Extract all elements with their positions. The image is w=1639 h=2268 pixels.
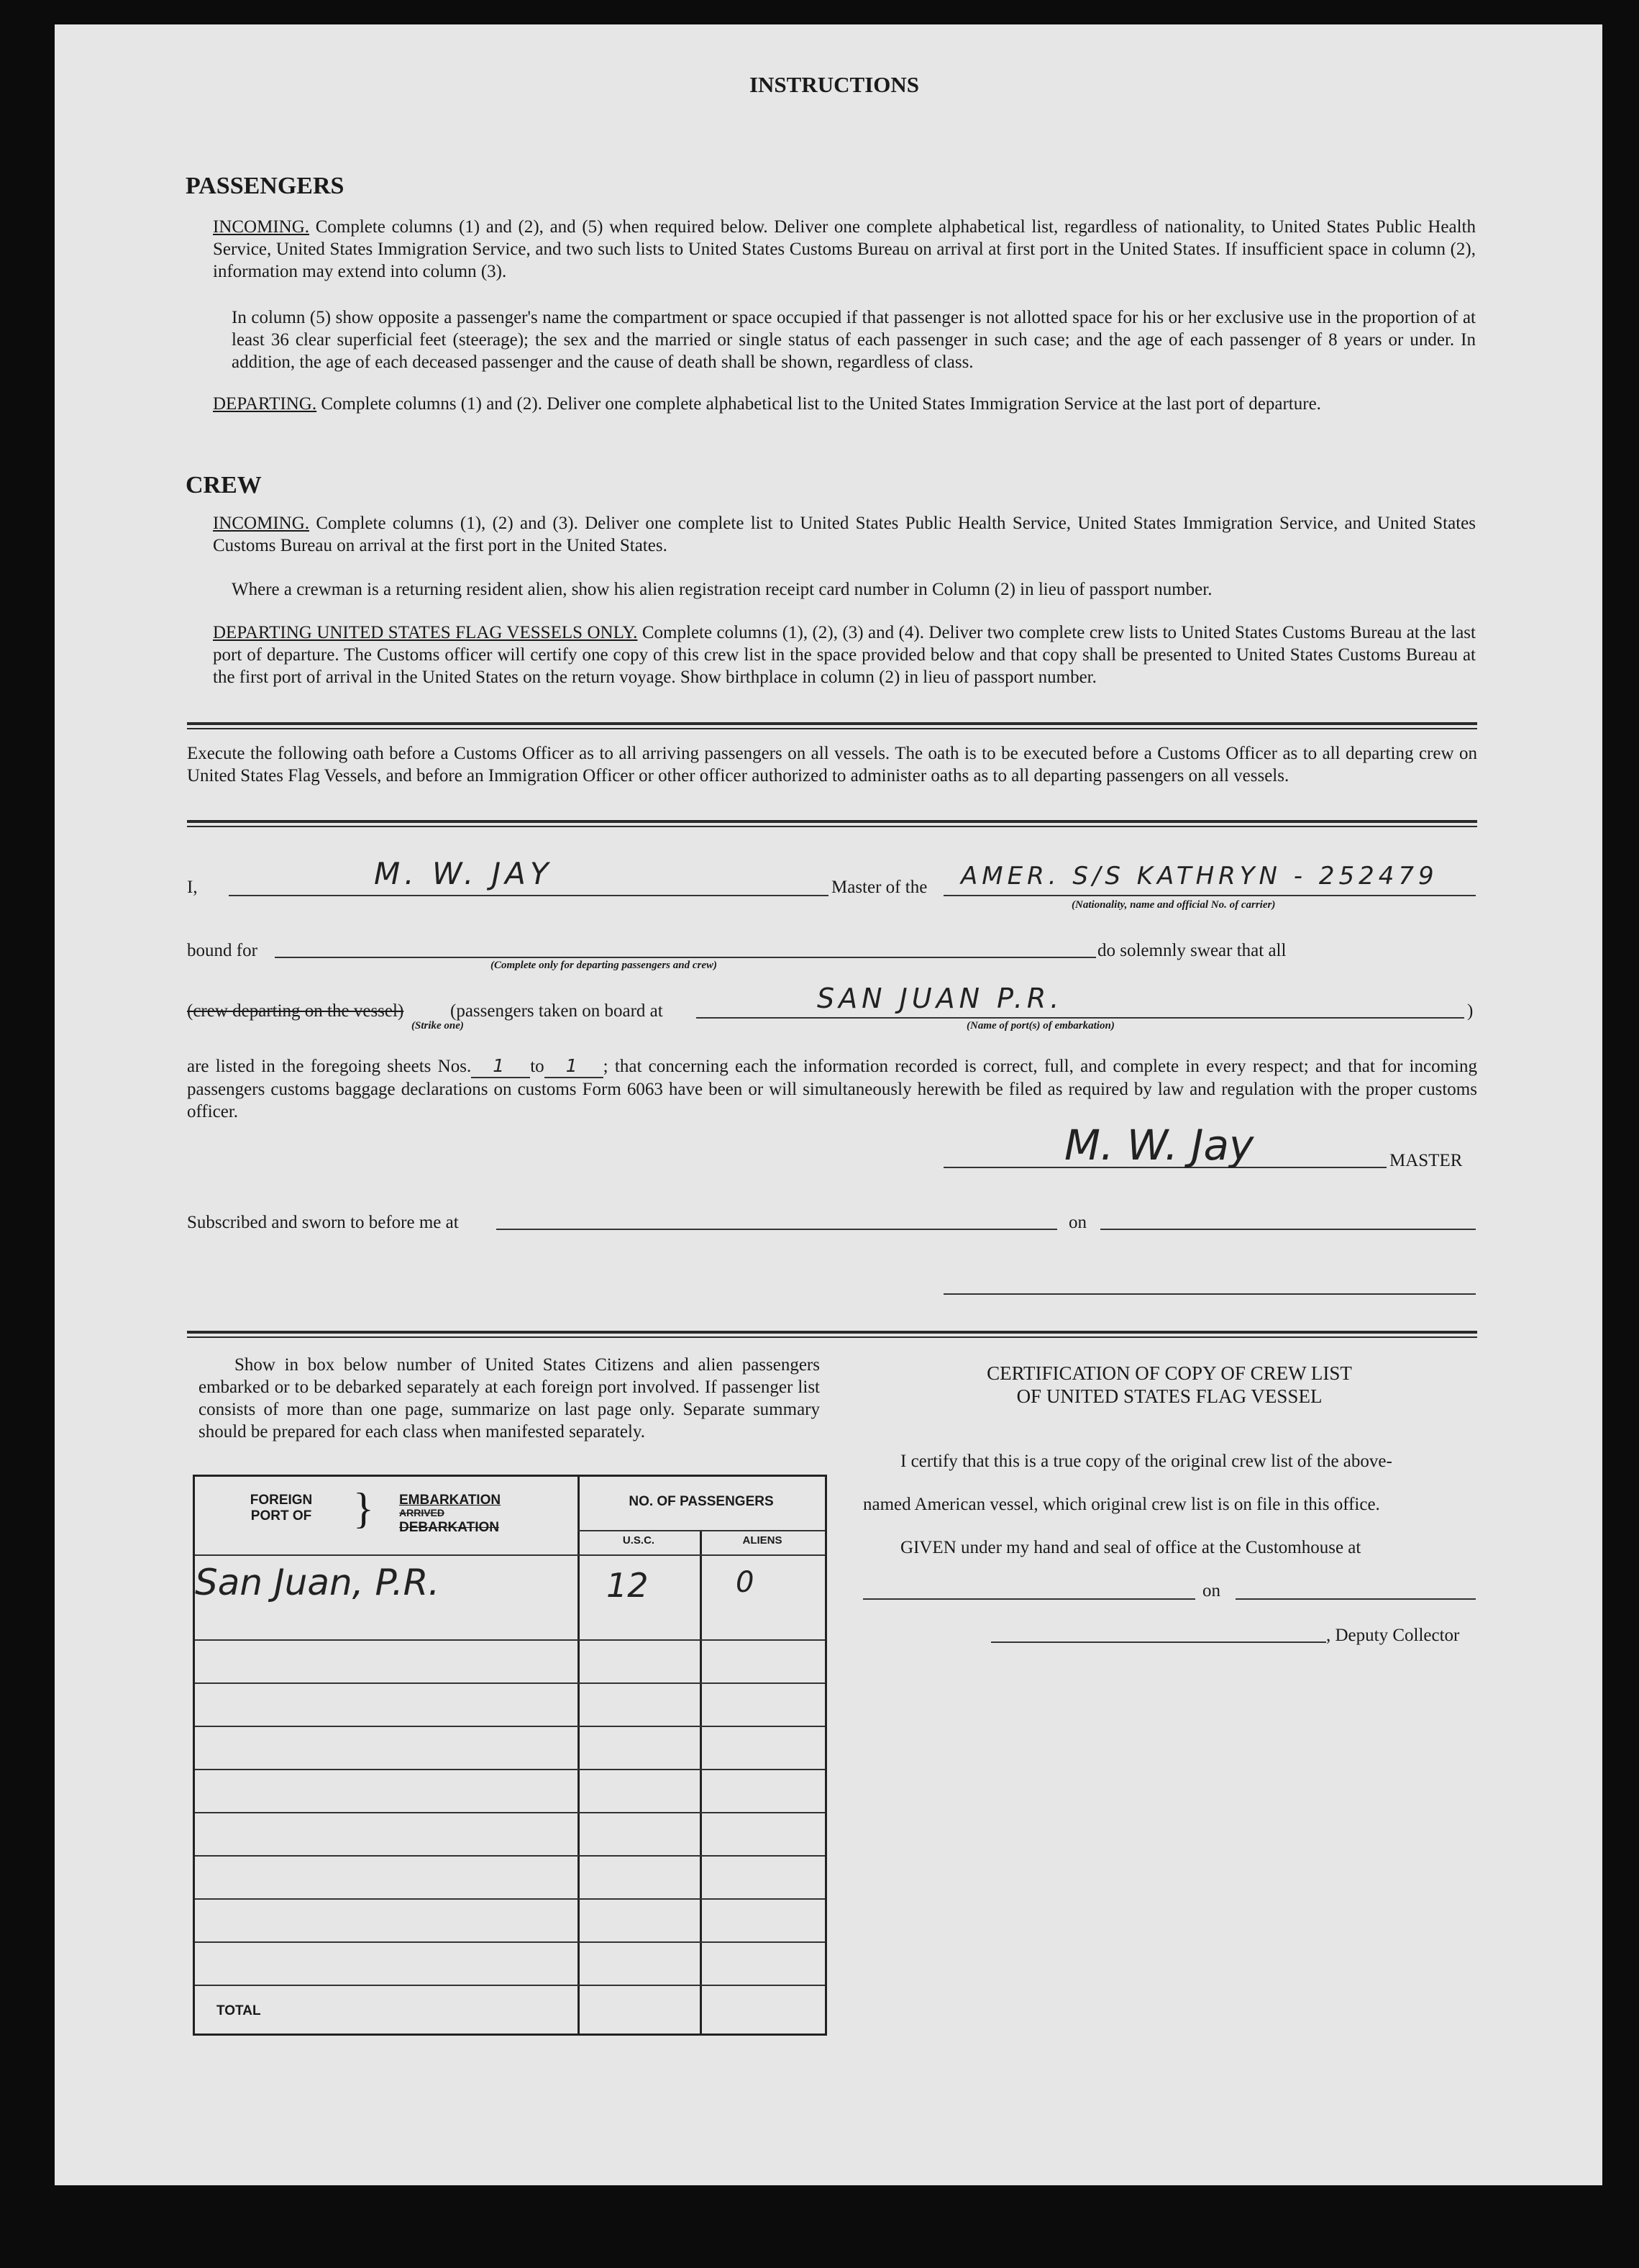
table-row-line (195, 1941, 825, 1943)
strike-one-caption: (Strike one) (411, 1020, 464, 1031)
divider (187, 728, 1477, 729)
deputy-collector-label: , Deputy Collector (1326, 1626, 1460, 1645)
master-of-label: Master of the (831, 878, 928, 897)
subscribed-label: Subscribed and sworn to before me at (187, 1213, 459, 1232)
bound-for-label: bound for (187, 941, 257, 960)
bound-for-caption: (Complete only for departing passengers and crew) (490, 960, 717, 971)
passengers-departing-text: Complete columns (1) and (2). Deliver one complete alphabetical list to the United States Immigration Service at the last port of departure. (316, 394, 1321, 414)
passengers-taken-label: (passengers taken on board at (450, 1001, 663, 1021)
divider (187, 722, 1477, 725)
crew-departing-label: DEPARTING UNITED STATES FLAG VESSELS ONLY. (213, 623, 638, 642)
crew-incoming-text: Complete columns (1), (2) and (3). Deliver one complete list to United States Public Health Service, United States Immigration Service, and United States Customs Bureau on arrival at the first port in the United States. (213, 514, 1476, 555)
table-divider (700, 1530, 702, 2034)
crew-incoming-paragraph (213, 512, 1476, 557)
aliens-label: ALIENS (742, 1534, 782, 1547)
table-row-line (195, 1682, 825, 1684)
aliens-cell[interactable]: 0 (736, 1566, 754, 1599)
port-field[interactable]: SAN JUAN P.R. (817, 983, 1064, 1014)
foreign-port-label: FOREIGN PORT OF (250, 1493, 313, 1524)
brace-glyph: } (353, 1485, 374, 1532)
bound-for-line[interactable] (275, 957, 1096, 958)
struck-label: ARRIVED (399, 1507, 445, 1518)
customhouse-line[interactable] (863, 1598, 1195, 1600)
crew-incoming-label: INCOMING. (213, 514, 310, 533)
summary-instructions: Show in box below number of United States Citizens and alien passengers embarked or to be debarked separately at each foreign port involved. If passenger list consists of more than one page, summarize on last page only. Separate summary should be prepared for each class when manifested separately. (198, 1355, 820, 1442)
passengers-incoming-text: Complete columns (1) and (2), and (5) when required below. Deliver one complete alphabetical list, regardless of nationality, to United States Public Health Service, United States Immigration Service, and two such lists to United States Customs Bureau on arrival at first port in the United States. If insufficient space in column (2), information may extend into column (3). (213, 217, 1476, 281)
port-cell[interactable]: San Juan, P.R. (195, 1562, 440, 1603)
usc-label: U.S.C. (622, 1534, 655, 1547)
crew-heading: CREW (186, 472, 262, 498)
passengers-departing-label: DEPARTING. (213, 394, 317, 414)
certification-text-1: I certify that this is a true copy of the original crew list of the above- (900, 1452, 1392, 1471)
divider (187, 1331, 1477, 1334)
table-row-line (195, 1639, 825, 1641)
table-row-line (195, 1812, 825, 1813)
table-row-line (195, 1855, 825, 1857)
crew-departing-paragraph (213, 621, 1476, 688)
passengers-departing-paragraph (213, 393, 1476, 415)
master-name-line (229, 895, 828, 896)
port-caption: (Name of port(s) of embarkation) (967, 1020, 1115, 1031)
subscribed-at-line[interactable] (496, 1229, 1057, 1230)
to-label: to (530, 1057, 544, 1076)
total-label: TOTAL (216, 2003, 261, 2018)
table-row-line (195, 1898, 825, 1900)
oath-intro: Execute the following oath before a Customs Officer as to all arriving passengers on all vessels. The oath is to be executed before a Customs Officer as to all departing crew on United States Flag Vessels, and before an Immigration Officer or other officer authorized to administer oaths as to all departing passengers on all vessels. (187, 744, 1477, 785)
subscribed-on-line[interactable] (1100, 1229, 1476, 1230)
sheet-to-field[interactable]: 1 (544, 1055, 603, 1078)
passengers-incoming-label: INCOMING. (213, 217, 310, 237)
passengers-column5-paragraph: In column (5) show opposite a passenger's name the compartment or space occupied if that passenger is not allotted space for his or her exclusive use in the proportion of at least 36 clear superficial feet (steerage); the sex and the married or single status of each passenger in such case; and the age of each passenger of 8 years or under. In addition, the age of each deceased passenger and the cause of death shall be shown, regardless of class. (232, 308, 1476, 372)
table-row-line (195, 1726, 825, 1727)
vessel-line (944, 895, 1476, 896)
crew-departing-struck: (crew departing on the vessel) (187, 1001, 404, 1021)
table-divider (577, 1477, 580, 2034)
listed-paragraph (187, 1055, 1477, 1123)
vessel-caption: (Nationality, name and official No. of carrier) (1072, 899, 1276, 911)
table-row-line (195, 1554, 825, 1556)
subscribed-on-label: on (1069, 1213, 1087, 1232)
certification-title-1: CERTIFICATION OF COPY OF CREW LIST (987, 1362, 1352, 1384)
crew-departing-text: Complete columns (1), (2), (3) and (4). Deliver two complete crew lists to United States Customs Bureau at the last port of departure. The Customs officer will certify one copy of this crew list in the space provided below and that copy shall be presented to United States Customs Bureau at the first port of arrival in the United States on the return voyage. Show birthplace in column (2) in lieu of passport number. (213, 623, 1476, 687)
certification-text-2: named American vessel, which original crew list is on file in this office. (863, 1495, 1380, 1514)
certification-text-3: GIVEN under my hand and seal of office at the Customhouse at (900, 1538, 1361, 1557)
passengers-incoming-paragraph (213, 216, 1476, 283)
table-divider (577, 1530, 825, 1531)
master-name-field[interactable]: M. W. JAY (374, 856, 553, 891)
table-row-line (195, 1769, 825, 1770)
officer-signature-line[interactable] (944, 1293, 1476, 1295)
close-paren: ) (1467, 1001, 1474, 1021)
no-passengers-label: NO. OF PASSENGERS (629, 1494, 774, 1509)
debarkation-label: DEBARKATION (399, 1520, 499, 1535)
usc-cell[interactable]: 12 (606, 1566, 649, 1605)
divider (187, 1336, 1477, 1338)
deputy-collector-line[interactable] (991, 1641, 1326, 1643)
certification-date-line[interactable] (1236, 1598, 1476, 1600)
divider (187, 820, 1477, 823)
master-signature[interactable]: M. W. Jay (1064, 1121, 1254, 1170)
passenger-summary-table (193, 1475, 827, 2036)
port-line (696, 1017, 1464, 1019)
oath-i-label: I, (187, 878, 198, 897)
instructions-title: INSTRUCTIONS (749, 72, 919, 97)
sheet-from-field[interactable]: 1 (471, 1055, 530, 1078)
crew-resident-paragraph: Where a crewman is a returning resident alien, show his alien registration receipt card number in Column (2) in lieu of passport number. (232, 580, 1213, 599)
listed-rest: ; that concerning each the information recorded is correct, full, and complete in every respect; and that for incoming passengers customs baggage declarations on customs Form 6063 have been or will simultaneously herewith be filed as required by law and regulation with the proper customs officer. (187, 1057, 1477, 1121)
table-row-line (195, 1985, 825, 1986)
vessel-field[interactable]: AMER. S/S KATHRYN - 252479 (961, 862, 1438, 891)
listed-label: are listed in the foregoing sheets Nos. (187, 1057, 472, 1076)
embarkation-label: EMBARKATION (399, 1493, 501, 1508)
master-label: MASTER (1389, 1151, 1463, 1170)
passengers-heading: PASSENGERS (186, 173, 344, 199)
certification-on-label: on (1202, 1581, 1220, 1600)
divider (187, 826, 1477, 827)
certification-title-2: OF UNITED STATES FLAG VESSEL (1016, 1385, 1323, 1407)
swear-label: do solemnly swear that all (1097, 941, 1287, 960)
